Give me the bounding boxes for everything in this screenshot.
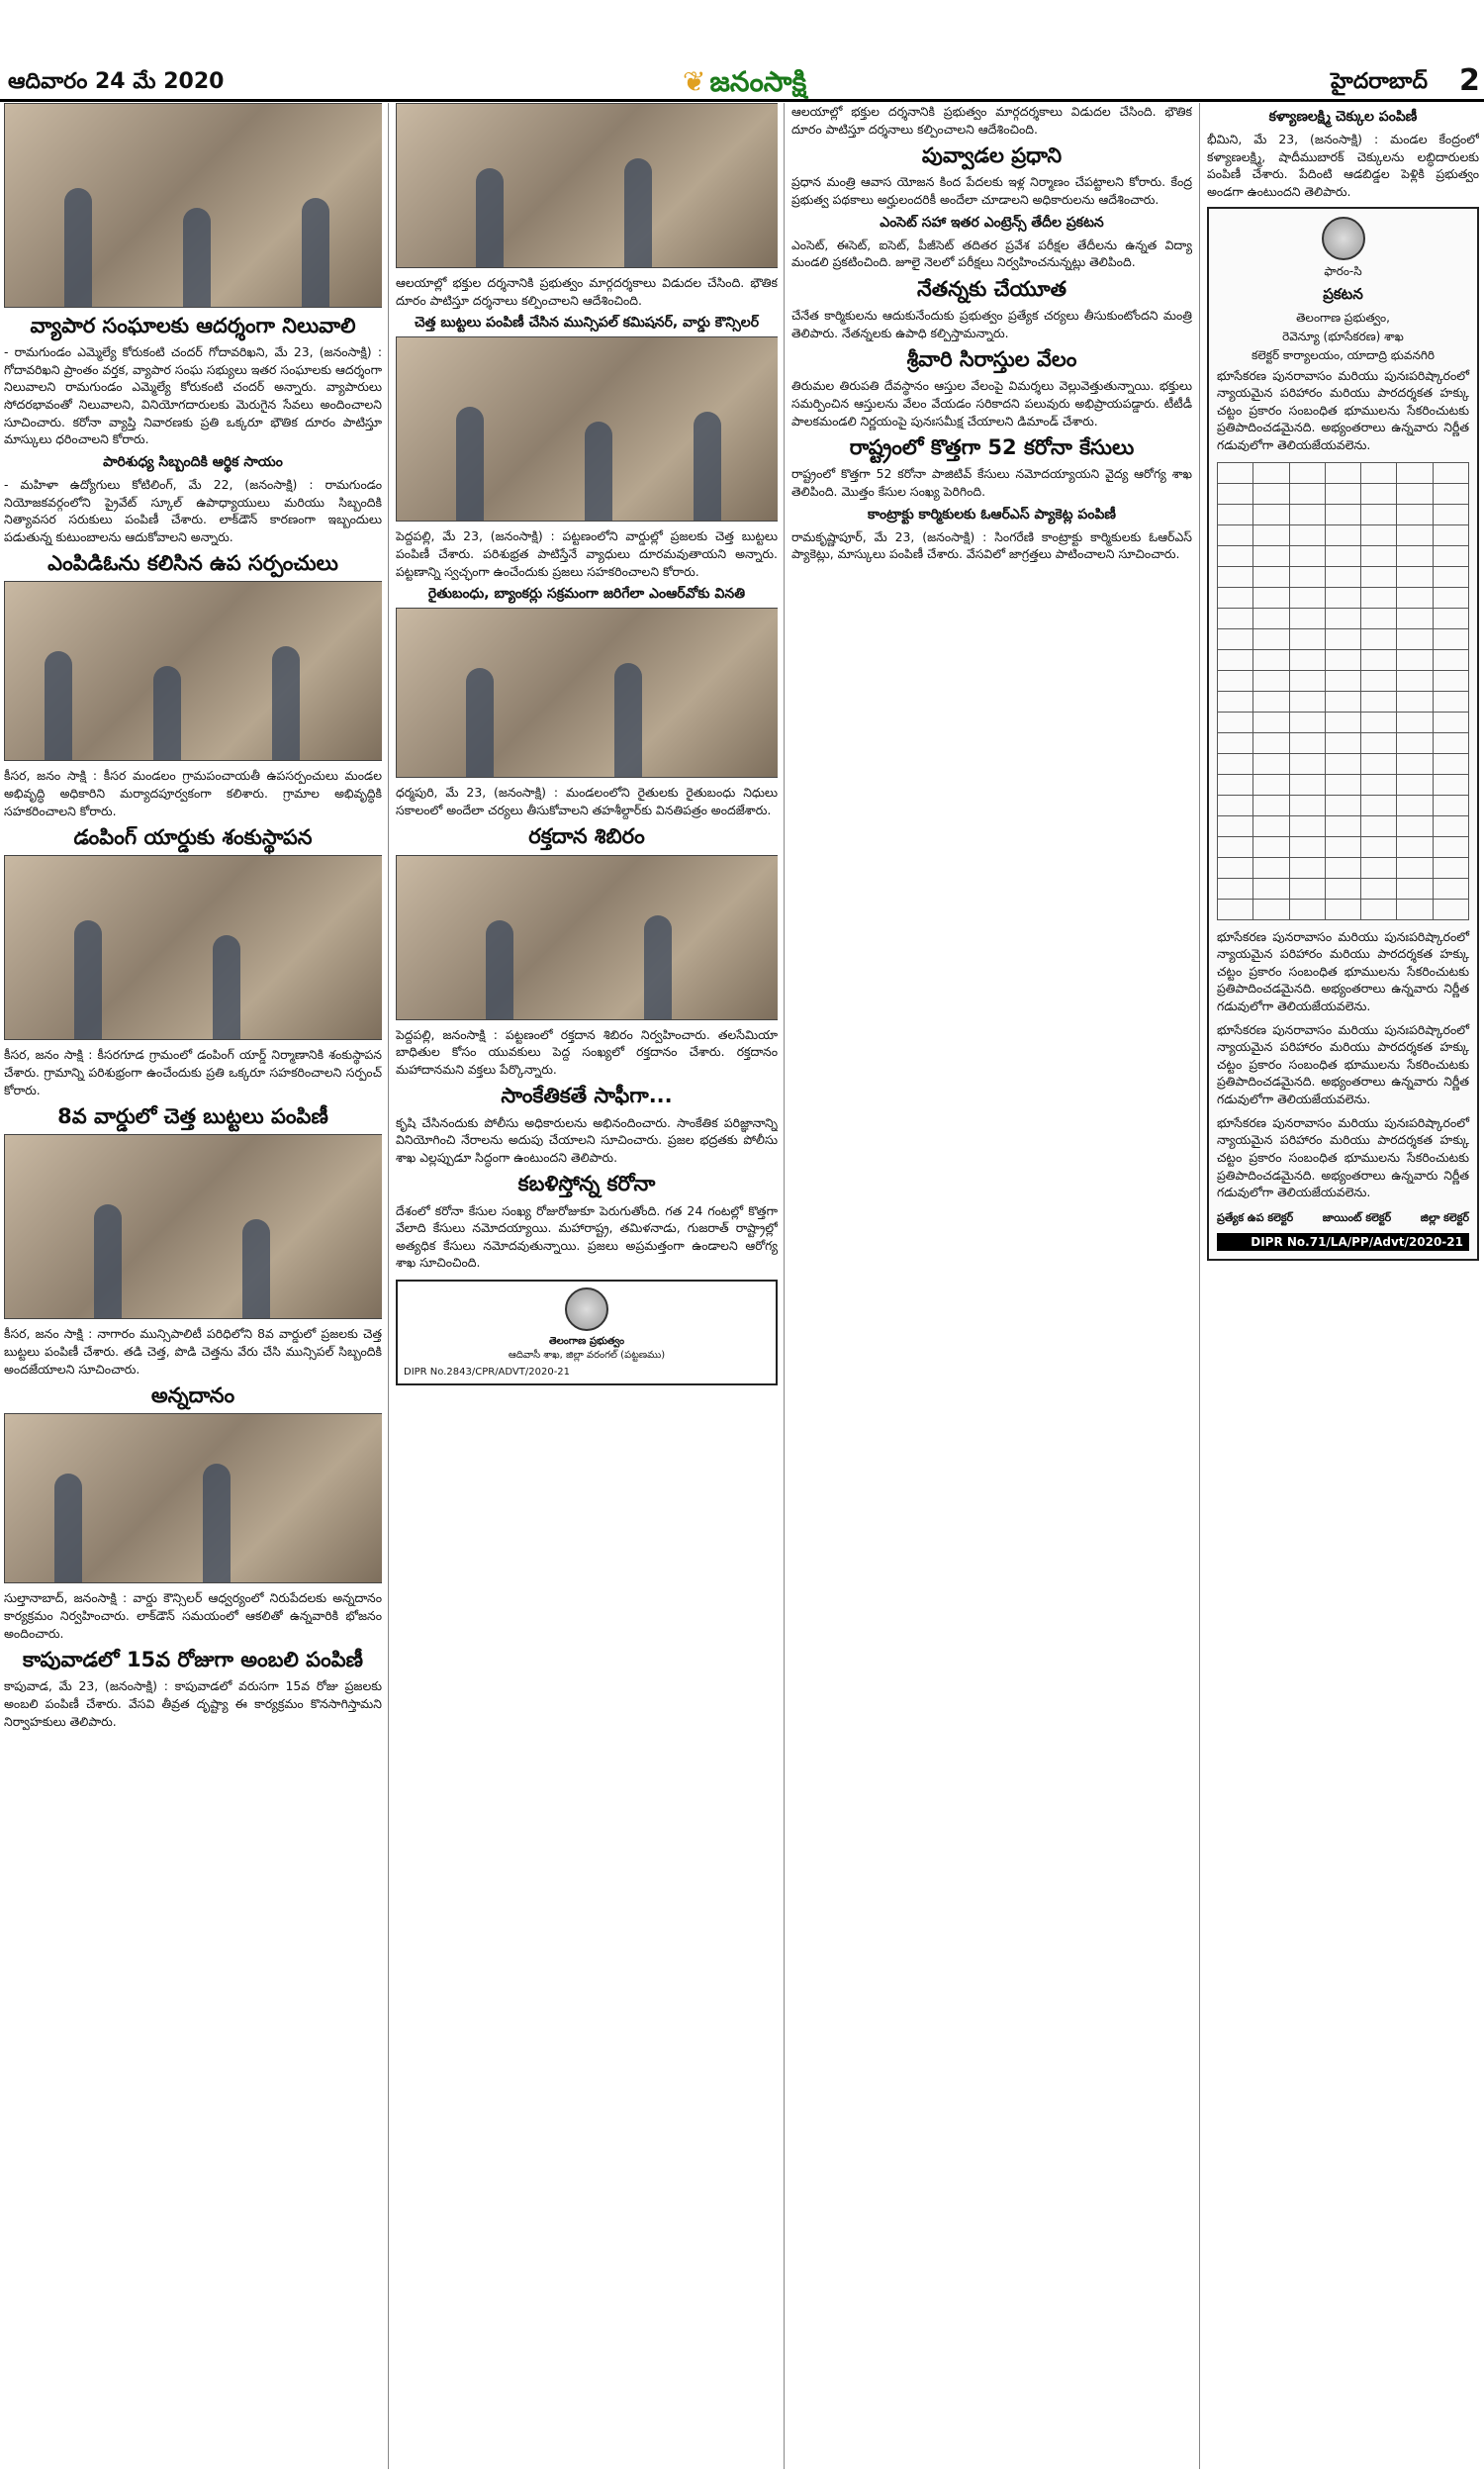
notice-form: ఫారం-సి xyxy=(1324,263,1362,278)
notice-body: భూసేకరణ పునరావాసం మరియు పునఃపరిష్కారంలో న్యాయమైన పరిహారం మరియు పారదర్శకత హక్కు చట్టం ప్రకారం సంబంధిత భూములను సేకరించుటకు ప్రతిపాదించడమైనది. అభ్యంతరాలు ఉన్నవారు నిర్ణీత గడువులోగా తెలియజేయవలెను. xyxy=(1217,1021,1469,1107)
notice-office: కలెక్టర్ కార్యాలయం, యాదాద్రి భువనగిరి xyxy=(1251,347,1436,362)
headline: పువ్వాడల ప్రధాని xyxy=(921,143,1063,168)
article-body: ప్రధాన మంత్రి ఆవాస యోజన కింద పేదలకు ఇళ్ల నిర్మాణం చేపట్టాలని కోరారు. కేంద్ర ప్రభుత్వ పథకాలు అర్హులందరికీ అందేలా చూడాలని అధికారులను ఆదేశించారు. xyxy=(791,174,1192,207)
column-divider xyxy=(1199,103,1200,2469)
header-rule xyxy=(0,99,1484,102)
government-seal-icon xyxy=(1322,217,1365,260)
headline: సాంకేతికతే సాఫీగా... xyxy=(501,1084,673,1108)
headline: 8వ వార్డులో చెత్త బుట్టలు పంపిణీ xyxy=(57,1104,328,1129)
article-photo xyxy=(396,855,778,1020)
notice-body: భూసేకరణ పునరావాసం మరియు పునఃపరిష్కారంలో న్యాయమైన పరిహారం మరియు పారదర్శకత హక్కు చట్టం ప్రకారం సంబంధిత భూములను సేకరించుటకు ప్రతిపాదించడమైనది. అభ్యంతరాలు ఉన్నవారు నిర్ణీత గడువులోగా తెలియజేయవలెను. xyxy=(1217,928,1469,1014)
column-divider xyxy=(784,103,785,2469)
signature-row xyxy=(1217,1211,1469,1227)
headline: నేతన్నకు చేయూత xyxy=(917,276,1067,301)
dipr-code: DIPR No.71/LA/PP/Advt/2020-21 xyxy=(1217,1233,1469,1251)
headline: పారిశుధ్య సిబ్బందికి ఆర్థిక సాయం xyxy=(103,453,283,470)
headline: కళ్యాణలక్ష్మి చెక్కుల పంపిణీ xyxy=(1268,109,1418,125)
article-body: రామకృష్ణాపూర్, మే 23, (జనంసాక్షి) : సింగరేణి కాంట్రాక్టు కార్మికులకు ఓఆర్ఎస్ ప్యాకెట్లు, మాస్కులు పంపిణీ చేశారు. వేసవిలో జాగ్రత్తలు పాటించాలని సూచించారు. xyxy=(791,528,1192,562)
edition-city: హైదరాబాద్ xyxy=(1331,69,1428,94)
column-3 xyxy=(791,103,1192,2469)
article-body: కాపువాడ, మే 23, (జనంసాక్షి) : కాపువాడలో వరుసగా 15వ రోజు ప్రజలకు అంబలి పంపిణీ చేశారు. వేసవి తీవ్రత దృష్ట్యా ఈ కార్యక్రమం కొనసాగిస్తామని నిర్వాహకులు తెలిపారు. xyxy=(4,1678,382,1729)
headline: కబళిస్తోన్న కరోనా xyxy=(517,1172,656,1196)
article-body: - రామగుండం ఎమ్మెల్యే కోరుకంటి చందర్ గోదావరిఖని, మే 23, (జనంసాక్షి) : గోదావరిఖని ప్రాంతం వర్తక, వ్యాపార సంఘ సభ్యులు ఇతర సంఘాలకు ఆదర్శంగా నిలువాలని రామగుండం ఎమ్మెల్యే కోరుకంటి చందర్ అన్నారు. వ్యాపారులు సోదరభావంతో నిలువాలని, వినియోగదారులకు మెరుగైన సేవలు అందించాలని సూచించారు. కరోనా వ్యాప్తి నివారణకు ప్రతి ఒక్కరూ భౌతిక దూరం పాటిస్తూ మాస్కులు ధరించాలని కోరారు. xyxy=(4,344,382,447)
article-body: ఎంసెట్, ఈసెట్, ఐసెట్, పీజీసెట్ తదితర ప్రవేశ పరీక్షల తేదీలను ఉన్నత విద్యా మండలి ప్రకటించింది. జూలై నెలలో పరీక్షలు నిర్వహించనున్నట్లు తెలిపింది. xyxy=(791,237,1192,270)
article-photo xyxy=(396,608,778,778)
logo-text: జనంసాక్షి xyxy=(709,65,807,98)
headline: కాపువాడలో 15వ రోజుగా అంబలి పంపిణీ xyxy=(22,1648,364,1672)
column-4 xyxy=(1207,103,1479,2469)
column-2 xyxy=(396,103,778,2469)
ad-text: ఆదివాసీ శాఖ, జిల్లా వరంగల్ (పట్టణము) xyxy=(508,1349,666,1361)
article-body: ధర్మపురి, మే 23, (జనంసాక్షి) : మండలంలోని రైతులకు రైతుబంధు నిధులు సకాలంలో అందేలా చర్యలు తీసుకోవాలని తహశీల్దార్‌కు వినతిపత్రం అందజేశారు. xyxy=(396,785,778,817)
headline: రాష్ట్రంలో కొత్తగా 52 కరోనా కేసులు xyxy=(849,435,1135,460)
article-body: పెద్దపల్లి, మే 23, (జనంసాక్షి) : పట్టణంలోని వార్డుల్లో ప్రజలకు చెత్త బుట్టలు పంపిణీ చేశారు. పరిశుభ్రత పాటిస్తేనే వ్యాధులు దూరమవుతాయని అన్నారు. పట్టణాన్ని స్వచ్ఛంగా ఉంచేందుకు ప్రజలు సహకరించాలని కోరారు. xyxy=(396,528,778,579)
article-body: రాష్ట్రంలో కొత్తగా 52 కరోనా పాజిటివ్ కేసులు నమోదయ్యాయని వైద్య ఆరోగ్య శాఖ తెలిపింది. మొత్తం కేసుల సంఖ్య పెరిగింది. xyxy=(791,466,1192,499)
article-photo xyxy=(4,103,382,308)
article-body: కీసర, జనం సాక్షి : నాగారం మున్సిపాలిటీ పరిధిలోని 8వ వార్డులో ప్రజలకు చెత్త బుట్టలు పంపిణీ చేశారు. తడి చెత్త, పొడి చెత్తను వేరు చేసి మున్సిపల్ సిబ్బందికి అందజేయాలని సూచించారు. xyxy=(4,1326,382,1377)
article-photo xyxy=(4,1413,382,1583)
article-body: తిరుమల తిరుపతి దేవస్థానం ఆస్తుల వేలంపై విమర్శలు వెల్లువెత్తుతున్నాయి. భక్తులు సమర్పించిన ఆస్తులను వేలం వేయడం సరికాదని పలువురు అభిప్రాయపడ్డారు. టీటీడీ పాలకమండలి నిర్ణయంపై పునఃసమీక్ష చేయాలని డిమాండ్ చేశారు. xyxy=(791,378,1192,428)
article-photo xyxy=(4,855,382,1040)
notice-body: భూసేకరణ పునరావాసం మరియు పునఃపరిష్కారంలో న్యాయమైన పరిహారం మరియు పారదర్శకత హక్కు చట్టం ప్రకారం సంబంధిత భూములను సేకరించుటకు ప్రతిపాదించడమైనది. అభ్యంతరాలు ఉన్నవారు నిర్ణీత గడువులోగా తెలియజేయవలెను. xyxy=(1217,367,1469,452)
column-1 xyxy=(4,103,382,2469)
article-body: కీసర, జనం సాక్షి : కీసర మండలం గ్రామపంచాయతీ ఉపసర్పంచులు మండల అభివృద్ధి అధికారిని మర్యాదపూర్వకంగా కలిశారు. గ్రామాల అభివృద్ధికి సహకరించాలని కోరారు. xyxy=(4,768,382,818)
issue-date: ఆదివారం 24 మే 2020 xyxy=(8,69,225,94)
article-body: కీసర, జనం సాక్షి : కీసరగూడ గ్రామంలో డంపింగ్ యార్డ్ నిర్మాణానికి శంకుస్థాపన చేశారు. గ్రామాన్ని పరిశుభ్రంగా ఉంచేందుకు ప్రతి ఒక్కరూ సహకరించాలని సర్పంచ్ కోరారు. xyxy=(4,1047,382,1097)
signature-3: జిల్లా కలెక్టర్ xyxy=(1420,1210,1469,1224)
headline: రక్తదాన శిబిరం xyxy=(528,824,645,849)
headline: ఎంపిడిఓను కలిసిన ఉప సర్పంచులు xyxy=(47,551,338,576)
article-body: - మహిళా ఉద్యోగులు కోటిలింగ్, మే 22, (జనంసాక్షి) : రామగుండం నియోజకవర్గంలోని ప్రైవేట్ స్కూల్ ఉపాధ్యాయులు మరియు సిబ్బందికి నిత్యావసర సరుకులు పంపిణీ చేశారు. లాక్‌డౌన్ కారణంగా ఇబ్బందులు పడుతున్న కుటుంబాలను ఆదుకోవాలని అన్నారు. xyxy=(4,476,382,544)
article-photo xyxy=(396,336,778,522)
headline: శ్రీవారి సిరాస్తుల వేలం xyxy=(906,347,1077,372)
notice-dept: రెవెన్యూ (భూసేకరణ) శాఖ xyxy=(1282,329,1404,343)
signature-2: జాయింట్ కలెక్టర్ xyxy=(1322,1210,1392,1224)
headline: ఎంసెట్ సహా ఇతర ఎంట్రెన్స్ తేదీల ప్రకటన xyxy=(880,214,1104,231)
headline: రైతుబంధు, బ్యాంకర్లు సక్రమంగా జరిగేలా ఎంఆర్‌వోకు వినతి xyxy=(427,586,746,603)
notice-body: భూసేకరణ పునరావాసం మరియు పునఃపరిష్కారంలో న్యాయమైన పరిహారం మరియు పారదర్శకత హక్కు చట్టం ప్రకారం సంబంధిత భూములను సేకరించుటకు ప్రతిపాదించడమైనది. అభ్యంతరాలు ఉన్నవారు నిర్ణీత గడువులోగా తెలియజేయవలెను. xyxy=(1217,1114,1469,1200)
notice-title: ప్రకటన xyxy=(1323,284,1363,303)
survey-table xyxy=(1217,462,1469,920)
article-body: సుల్తానాబాద్, జనంసాక్షి : వార్డు కౌన్సిలర్ ఆధ్వర్యంలో నిరుపేదలకు అన్నదానం కార్యక్రమం నిర్వహించారు. లాక్‌డౌన్ సమయంలో ఆకలితో ఉన్నవారికి భోజనం అందించారు. xyxy=(4,1590,382,1641)
article-body: ఆలయాల్లో భక్తుల దర్శనానికి ప్రభుత్వం మార్గదర్శకాలు విడుదల చేసింది. భౌతిక దూరం పాటిస్తూ దర్శనాలు కల్పించాలని ఆదేశించింది. xyxy=(396,275,778,308)
leaf-icon: ❦ xyxy=(683,65,706,98)
headline: డంపింగ్ యార్డుకు శంకుస్థాపన xyxy=(73,825,313,850)
page-number: 2 xyxy=(1459,63,1480,98)
government-seal-icon xyxy=(565,1287,608,1331)
article-photo xyxy=(4,1134,382,1319)
article-body: కృషి చేసినందుకు పోలీసు అధికారులను అభినందించారు. సాంకేతిక పరిజ్ఞానాన్ని వినియోగించి నేరాలను అదుపు చేయాలని సూచించారు. ప్రజల భద్రతకు పోలీసు శాఖ ఎల్లప్పుడూ సిద్ధంగా ఉంటుందని తెలిపారు. xyxy=(396,1114,778,1165)
headline: చెత్త బుట్టలు పంపిణీ చేసిన మున్సిపల్ కమిషనర్, వార్డు కౌన్సిలర్ xyxy=(414,315,760,332)
article-body: చేనేత కార్మికులను ఆదుకునేందుకు ప్రభుత్వం ప్రత్యేక చర్యలు తీసుకుంటోందని మంత్రి తెలిపారు. నేతన్నలకు ఉపాధి కల్పిస్తామన్నారు. xyxy=(791,308,1192,340)
signature-1: ప్రత్యేక ఉప కలెక్టర్ xyxy=(1217,1210,1294,1224)
article-body: పెద్దపల్లి, జనంసాక్షి : పట్టణంలో రక్తదాన శిబిరం నిర్వహించారు. తలసేమియా బాధితుల కోసం యువకులు పెద్ద సంఖ్యలో రక్తదానం చేశారు. రక్తదానం మహాదానమని వక్తలు పేర్కొన్నారు. xyxy=(396,1026,778,1077)
headline: అన్నదానం xyxy=(150,1383,235,1408)
article-photo xyxy=(4,581,382,761)
headline: కాంట్రాక్టు కార్మికులకు ఓఆర్ఎస్ ప్యాకెట్ల పంపిణీ xyxy=(868,506,1116,523)
ad-code: DIPR No.2843/CPR/ADVT/2020-21 xyxy=(404,1366,571,1378)
notice-gov: తెలంగాణ ప్రభుత్వం, xyxy=(1296,310,1390,325)
article-body: ఆలయాల్లో భక్తుల దర్శనానికి ప్రభుత్వం మార్గదర్శకాలు విడుదల చేసింది. భౌతిక దూరం పాటిస్తూ దర్శనాలు కల్పించాలని ఆదేశించింది. xyxy=(791,104,1192,137)
land-acquisition-notice xyxy=(1207,207,1479,1261)
article-body: దేశంలో కరోనా కేసుల సంఖ్య రోజురోజుకూ పెరుగుతోంది. గత 24 గంటల్లో కొత్తగా వేలాది కేసులు నమోదయ్యాయి. మహారాష్ట్ర, తమిళనాడు, గుజరాత్ రాష్ట్రాల్లో అత్యధిక కేసులు నమోదవుతున్నాయి. ప్రజలు అప్రమత్తంగా ఉండాలని ఆరోగ్య శాఖ సూచించింది. xyxy=(396,1202,778,1271)
article-photo xyxy=(396,103,778,268)
column-divider xyxy=(388,103,389,2469)
headline: వ్యాపార సంఘాలకు ఆదర్శంగా నిలువాలి xyxy=(30,314,356,337)
govt-advertisement xyxy=(396,1280,778,1385)
article-body: భీమిని, మే 23, (జనంసాక్షి) : మండల కేంద్రంలో కళ్యాణలక్ష్మి, షాదీముబారక్ చెక్కులను లబ్ధిదారులకు పంపిణీ చేశారు. పేదింటి ఆడబిడ్డల పెళ్లికి ప్రభుత్వం అండగా ఉంటుందని తెలిపారు. xyxy=(1207,132,1479,199)
ad-title: తెలంగాణ ప్రభుత్వం xyxy=(548,1335,625,1347)
